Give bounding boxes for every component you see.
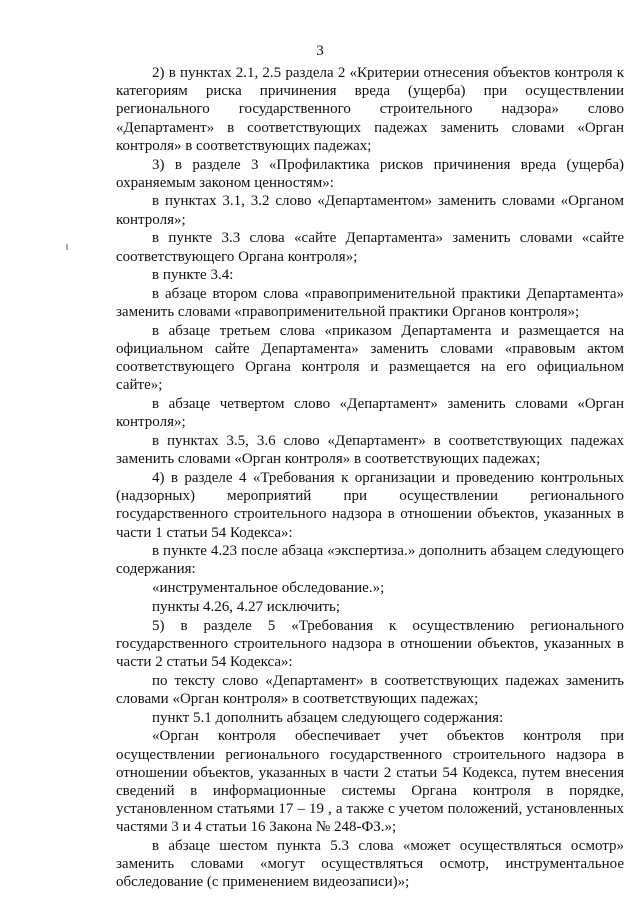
paragraph-point-5-3: в абзаце шестом пункта 5.3 слова «может осуществляться осмотр» заменить словами «могут осуществляться осмотр, инструментальное обследование (с применением видеозаписи)»;: [116, 838, 624, 891]
paragraph-point-3-4: в пункте 3.4:: [152, 267, 234, 284]
paragraph-point-3-3: в пункте 3.3 слова «сайте Департамента» заменить словами «сайте соответствующего Органа контроля»;: [116, 230, 624, 265]
paragraph-abzac-fourth: в абзаце четвертом слово «Департамент» заменить словами «Орган контроля»;: [116, 396, 624, 431]
paragraph-points-3-5-3-6: в пунктах 3.5, 3.6 слово «Департамент» в соответствующих падежах заменить словами «Орган контроля» в соответствующих падежах;: [116, 433, 624, 468]
paragraph-item-2: 2) в пунктах 2.1, 2.5 раздела 2 «Критерии отнесения объектов контроля к категориям риска причинения вреда (ущерба) при осуществлении регионального государственного строительного надзора» слово «Департамент» в соответствующих падежах заменить словами «Орган контроля» в соответствующих падежах;: [116, 65, 624, 154]
paragraph-quote-instrumental: «инструментальное обследование.»;: [152, 580, 385, 597]
paragraph-exclude-points: пункты 4.26, 4.27 исключить;: [152, 598, 341, 615]
paragraph-item-4: 4) в разделе 4 «Требования к организации и проведению контрольных (надзорных) мероприятий при осуществлении регионального государственного строительного надзора в отношении объектов, указанных в части 1 статьи 54 Кодекса»:: [116, 469, 624, 541]
margin-mark: [66, 244, 68, 250]
paragraph-item-3: 3) в разделе 3 «Профилактика рисков причинения вреда (ущерба) охраняемым законом ценностям»:: [116, 156, 624, 191]
paragraph-points-3-1-3-2: в пунктах 3.1, 3.2 слово «Департаментом» заменить словами «Органом контроля»;: [116, 193, 624, 228]
paragraph-replace-text: по тексту слово «Департамент» в соответствующих падежах заменить словами «Орган контроля» в соответствующих падежах;: [116, 672, 624, 707]
paragraph-abzac-third: в абзаце третьем слова «приказом Департамента и размещается на официальном сайте Департамента» заменить словами «правовым актом соответствующего Органа контроля и размещается на его официальном сайте»;: [116, 322, 624, 394]
page-number: 3: [316, 43, 324, 59]
paragraph-quote-organ: «Орган контроля обеспечивает учет объектов контроля при осуществлении регионального государственного строительного надзора в отношении объектов, указанных в части 2 статьи 54 Кодекса, путем внесения сведений в информационные системы Органа контроля в порядке, установленном статьями 17 – 19 , а также с учетом положений, установленных частями 3 и 4 статьи 16 Закона № 248-ФЗ.»;: [116, 728, 624, 836]
paragraph-abzac-second: в абзаце втором слова «правоприменительной практики Департамента» заменить словами «правоприменительной практики Органов контроля»;: [116, 285, 624, 321]
paragraph-point-5-1: пункт 5.1 дополнить абзацем следующего содержания:: [152, 709, 504, 726]
paragraph-point-4-23: в пункте 4.23 после абзаца «экспертиза.» дополнить абзацем следующего содержания:: [116, 543, 624, 578]
document-body: [116, 64, 624, 892]
paragraph-item-5: 5) в разделе 5 «Требования к осуществлению регионального государственного строительного надзора в отношении объектов, указанных в части 2 статьи 54 Кодекса»:: [116, 617, 624, 670]
